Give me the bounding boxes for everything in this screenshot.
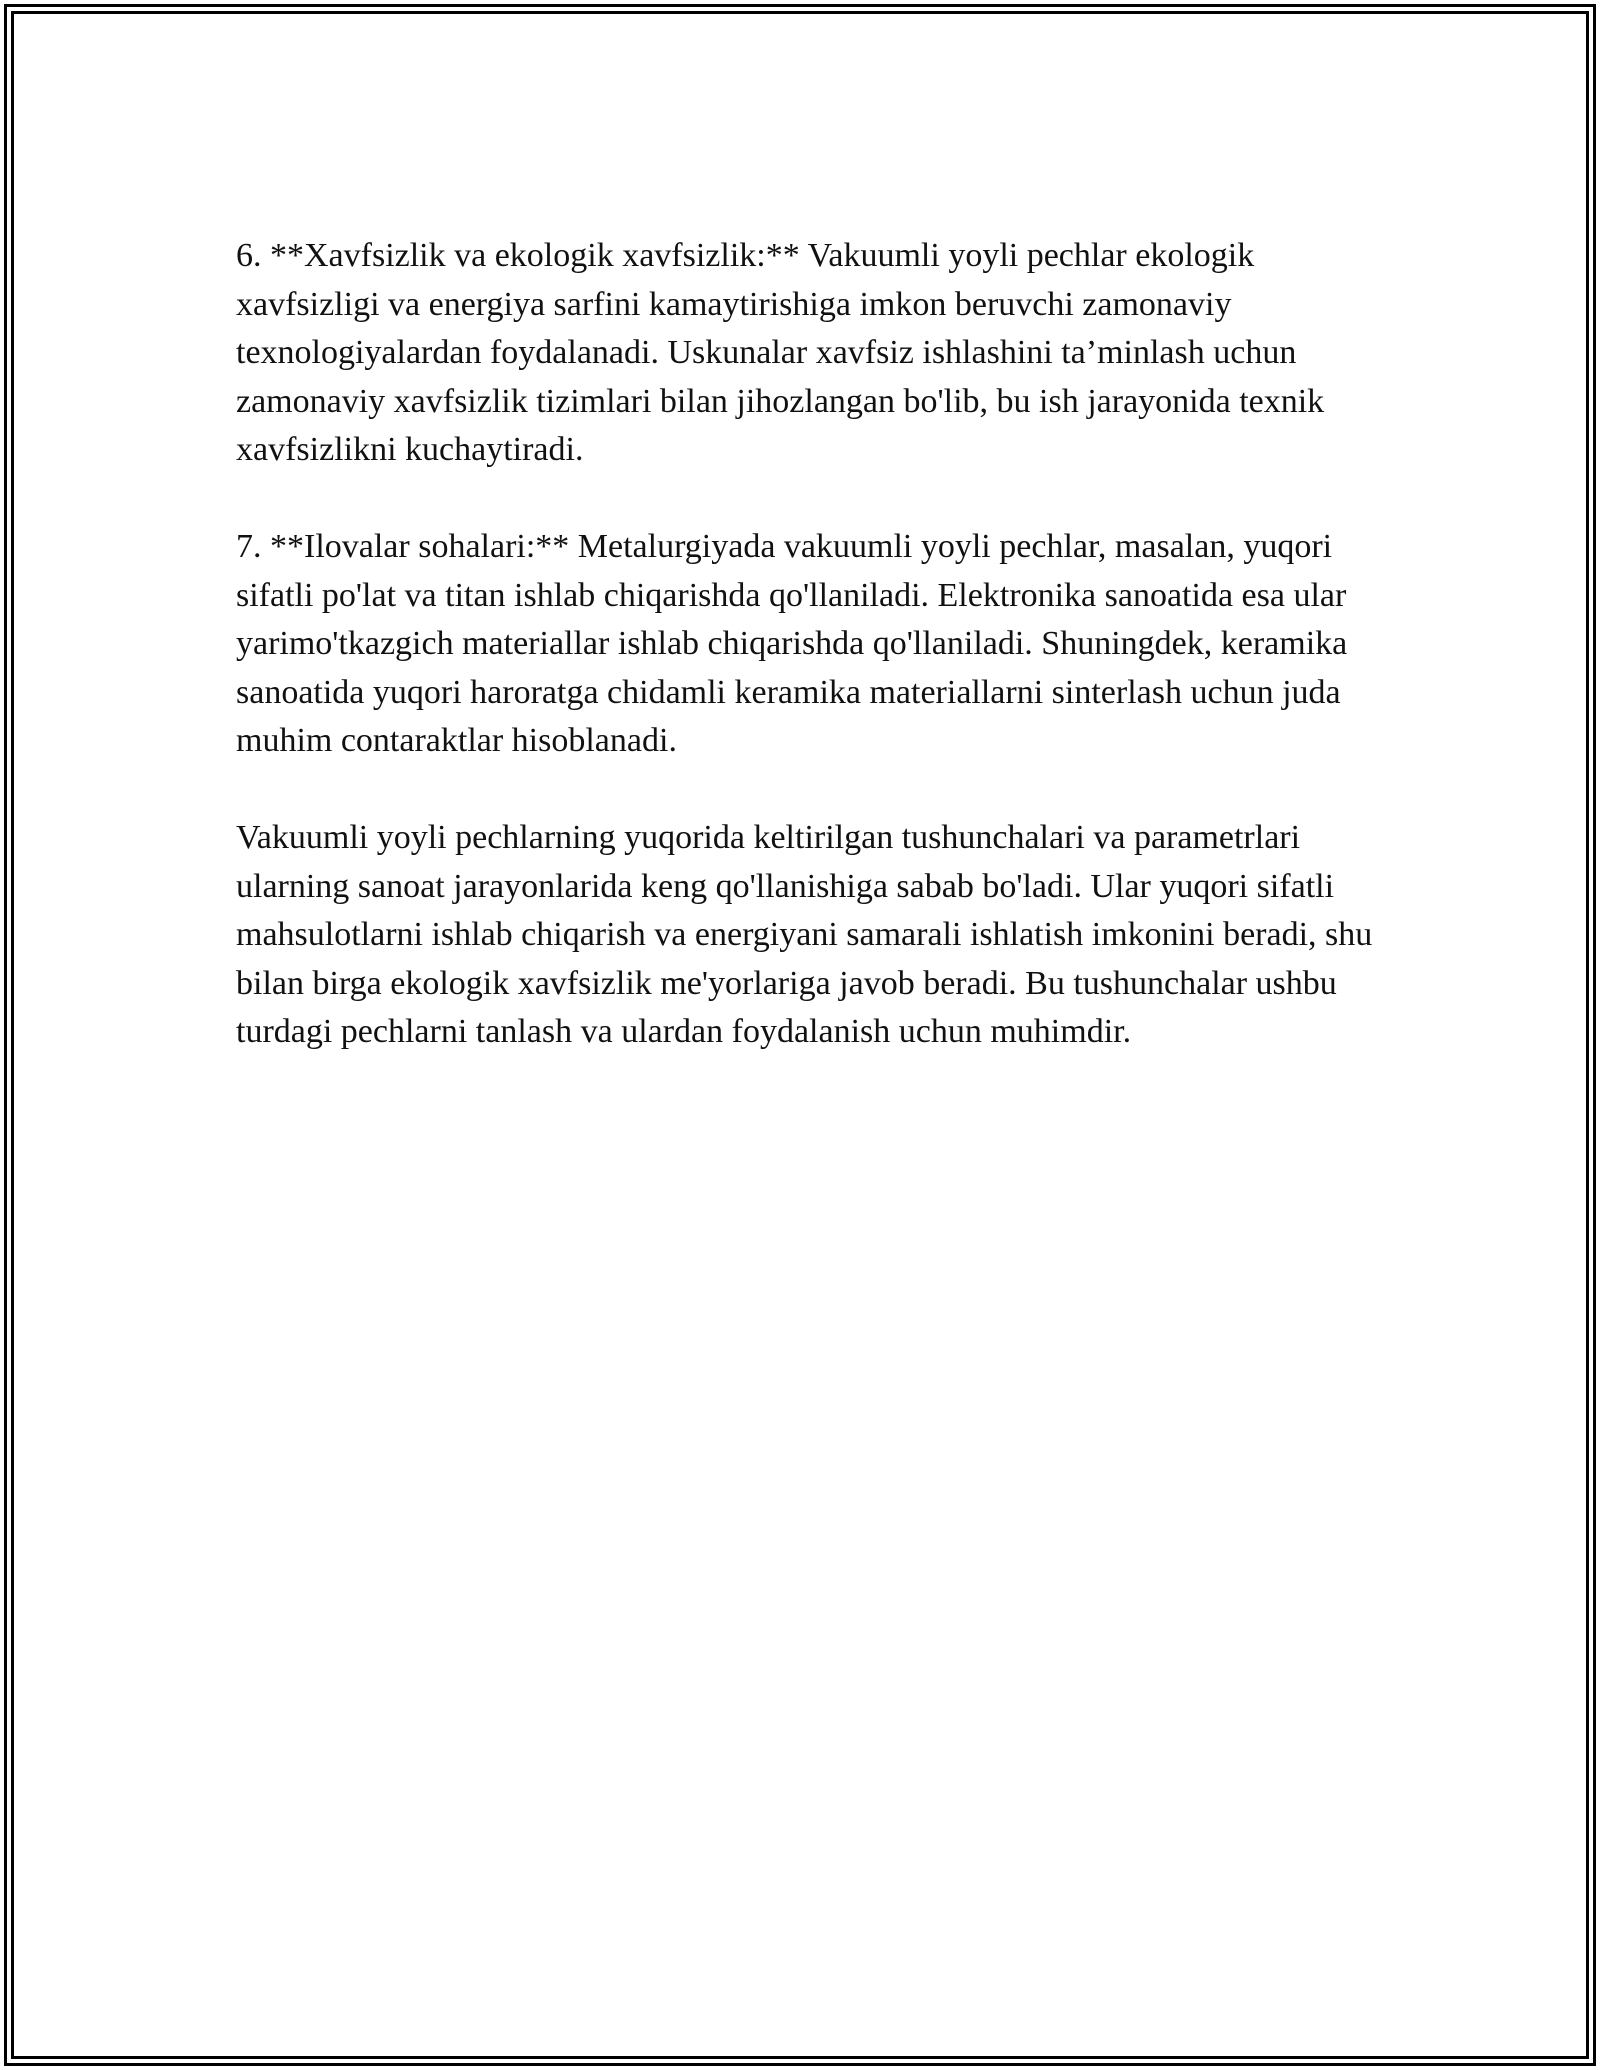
paragraph-safety: 6. **Xavfsizlik va ekologik xavfsizlik:** Vakuumli yoyli pechlar ekologik xavfsizligi va energiya sarfini kamaytirishiga imkon beruvchi zamonaviy texnologiyalardan foydalanadi. Uskunalar xavfsiz ishlashini ta’minlash uchun zamonaviy xavfsizlik tizimlari bilan jihozlangan bo'lib, bu ish jarayonida texnik xavfsizlikni kuchaytiradi. <box>236 237 1325 468</box>
paragraph-conclusion: Vakuumli yoyli pechlarning yuqorida keltirilgan tushunchalari va parametrlari ularning sanoat jarayonlarida keng qo'llanishiga sabab bo'ladi. Ular yuqori sifatli mahsulotlarni ishlab chiqarish va energiyani samarali ishlatish imkonini beradi, shu bilan birga ekologik xavfsizlik me'yorlariga javob beradi. Bu tushunchalar ushbu turdagi pechlarni tanlash va ulardan foydalanish uchun muhimdir. <box>236 819 1373 1050</box>
document-body <box>236 232 1376 1105</box>
paragraph-applications: 7. **Ilovalar sohalari:** Metalurgiyada vakuumli yoyli pechlar, masalan, yuqori sifatli po'lat va titan ishlab chiqarishda qo'llaniladi. Elektronika sanoatida esa ular yarimo'tkazgich materiallar ishlab chiqarishda qo'llaniladi. Shuningdek, keramika sanoatida yuqori haroratga chidamli keramika materiallarni sinterlash uchun juda muhim contaraktlar hisoblanadi. <box>236 528 1348 759</box>
